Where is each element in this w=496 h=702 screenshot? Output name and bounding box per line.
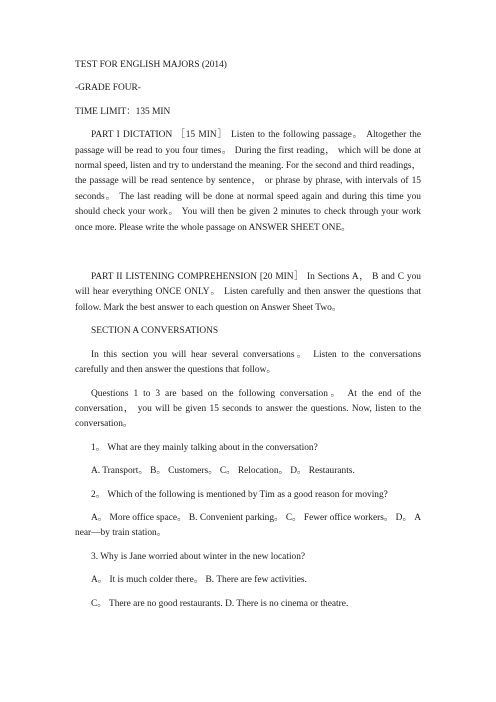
time-limit: TIME LIMIT：135 MIN (75, 106, 171, 117)
section-a-intro: In this section you will hear several conversations。 Listen to the conversations carefully and then answer the questions that follow。 (75, 349, 421, 376)
part1-dictation-instructions: PART I DICTATION ［15 MIN］ Listen to the following passage。 Altogether the passage will be read to you four times。 During the first reading， which will be done at normal speed, listen and try to understand the meaning. For the second and third readings， the passage will be read sentence by sentence， or phrase by phrase, with intervals of 15 seconds。 The last reading will be done at normal speed again and during this time you should check your work。 You will then be given 2 minutes to check through your work once more. Please write the whole passage on ANSWER SHEET ONE。 (75, 130, 421, 233)
question-2-options: A。 More office space。 B. Convenient parking。 C。 Fewer office workers。 D。 A near—by train station。 (75, 512, 421, 539)
question-2-stem: 2。 Which of the following is mentioned by Tim as a good reason for moving? (91, 489, 388, 500)
document-page (75, 58, 421, 612)
question-3-options-line1: A。 It is much colder there。 B. There are few activities. (91, 575, 307, 586)
question-1-options: A. Transport。 B。 Customers。 C。 Relocation。 D。 Restaurants. (91, 466, 355, 477)
section-a-title: SECTION A CONVERSATIONS (91, 326, 219, 337)
exam-title: TEST FOR ENGLISH MAJORS (2014) (75, 60, 227, 70)
questions-1-3-intro: Questions 1 to 3 are based on the following conversation。 At the end of the conversation， you will be given 15 seconds to answer the questions. Now, listen to the conversation。 (75, 388, 421, 430)
question-3-stem: 3. Why is Jane worried about winter in the new location? (91, 551, 306, 562)
question-3-options-line2: C。 There are no good restaurants. D. There is no cinema or theatre. (91, 598, 349, 609)
part2-listening-instructions: PART II LISTENING COMPREHENSION [20 MIN］ In Sections A， B and C you will hear everything ONCE ONLY。 Listen carefully and then answer the questions that follow. Mark the best answer to each question on Answer Sheet Two。 (75, 272, 421, 313)
grade-label: -GRADE FOUR- (75, 83, 141, 94)
question-1-stem: 1。 What are they mainly talking about in the conversation? (91, 442, 318, 453)
